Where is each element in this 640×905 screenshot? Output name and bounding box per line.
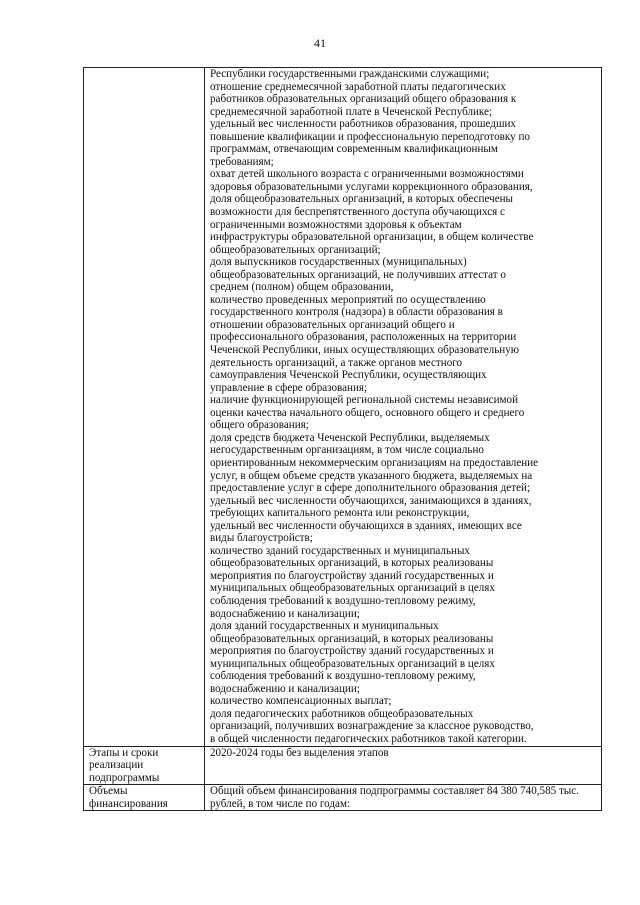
indicator-line: требованиям; bbox=[210, 155, 274, 168]
indicator-line: Чеченской Республики, иных осуществляющих образовательную bbox=[210, 344, 520, 357]
indicator-line: повышение квалификации и профессиональную переподготовку по bbox=[210, 130, 530, 143]
indicator-line: организаций, получивших вознаграждение за классное руководство, bbox=[210, 720, 534, 733]
indicator-line: муниципальных общеобразовательных организаций в целях bbox=[210, 657, 495, 670]
indicator-line: профессионального образования, расположенных на территории bbox=[210, 331, 517, 344]
indicator-line: государственного контроля (надзора) в области образования в bbox=[210, 306, 503, 319]
indicator-line: услуг, в общем объеме средств указанного бюджета, выделяемых на bbox=[210, 469, 533, 482]
indicator-line: отношении образовательных организаций общего и bbox=[210, 318, 455, 331]
indicator-line: среднем (полном) общем образовании, bbox=[210, 281, 394, 294]
indicator-line: соблюдения требований к воздушно-тепловому режиму, bbox=[210, 594, 476, 607]
indicator-line: среднемесячной заработной плате в Чеченской Республике; bbox=[210, 105, 493, 118]
indicator-line: доля педагогических работников общеобразовательных bbox=[210, 707, 474, 720]
indicator-line: водоснабжению и канализации; bbox=[210, 607, 360, 620]
funding-row bbox=[84, 785, 602, 811]
indicator-line: программам, отвечающим современным квалификационным bbox=[210, 143, 498, 156]
indicator-line: мероприятия по благоустройству зданий государственных и bbox=[210, 569, 494, 582]
indicator-line: в общей численности педагогических работников такой категории. bbox=[210, 732, 527, 745]
indicator-line: мероприятия по благоустройству зданий государственных и bbox=[210, 645, 494, 658]
indicator-line: отношение среднемесячной заработной платы педагогических bbox=[210, 80, 506, 93]
indicator-line: наличие функционирующей региональной системы независимой bbox=[210, 394, 519, 407]
indicator-line: Республики государственными гражданскими служащими; bbox=[210, 68, 490, 80]
funding-label: Объемы финансирования bbox=[84, 785, 205, 811]
indicator-line: количество зданий государственных и муниципальных bbox=[210, 544, 470, 557]
indicator-line: доля общеобразовательных организаций, в которых обеспечены bbox=[210, 193, 514, 206]
stages-row bbox=[84, 746, 602, 785]
indicator-line: удельный вес численности работников образования, прошедших bbox=[210, 118, 516, 131]
indicator-line: негосударственным организациям, в том числе социально bbox=[210, 444, 484, 457]
indicator-line: охват детей школьного возраста с ограниченными возможностями bbox=[210, 168, 524, 181]
indicator-line: общеобразовательных организаций, в которых реализованы bbox=[210, 632, 494, 645]
indicator-line: доля зданий государственных и муниципальных bbox=[210, 620, 439, 633]
indicators-label-cell bbox=[84, 68, 205, 747]
indicator-line: виды благоустройств; bbox=[210, 532, 313, 545]
indicator-line: общего образования; bbox=[210, 419, 309, 432]
indicator-line: требующих капитального ремонта или реконструкции, bbox=[210, 507, 470, 520]
indicator-line: общеобразовательных организаций; bbox=[210, 243, 381, 256]
indicators-cell bbox=[205, 68, 602, 747]
indicator-line: ограниченными возможностями здоровья к объектам bbox=[210, 218, 462, 231]
indicator-line: водоснабжению и канализации; bbox=[210, 682, 360, 695]
indicator-line: предоставление услуг в сфере дополнительного образования детей; bbox=[210, 482, 531, 495]
indicator-line: оценки качества начального общего, основного общего и среднего bbox=[210, 406, 525, 419]
indicator-line: самоуправления Чеченской Республики, осуществляющих bbox=[210, 369, 487, 382]
indicator-line: количество проведенных мероприятий по осуществлению bbox=[210, 293, 486, 306]
page-number: 41 bbox=[314, 36, 326, 50]
indicator-line: соблюдения требований к воздушно-тепловому режиму, bbox=[210, 670, 476, 683]
indicator-line: муниципальных общеобразовательных организаций в целях bbox=[210, 582, 495, 595]
indicator-line: удельный вес численности обучающихся в зданиях, имеющих все bbox=[210, 519, 522, 532]
indicator-line: деятельность организаций, а также органов местного bbox=[210, 356, 463, 369]
indicator-line: количество компенсационных выплат; bbox=[210, 695, 392, 708]
indicator-line: управление в сфере образования; bbox=[210, 381, 368, 394]
indicator-line: ориентированным некоммерческим организациям на предоставление bbox=[210, 456, 539, 469]
indicator-line: удельный вес численности обучающихся, занимающихся в зданиях, bbox=[210, 494, 532, 507]
indicator-line: доля выпускников государственных (муниципальных) bbox=[210, 256, 467, 269]
stages-value: 2020-2024 годы без выделения этапов bbox=[205, 746, 602, 785]
indicator-line: инфраструктуры образовательной организации, в общем количестве bbox=[210, 231, 534, 244]
indicator-line: здоровья образовательными услугами коррекционного образования, bbox=[210, 180, 533, 193]
indicators-row bbox=[84, 68, 602, 747]
passport-table bbox=[83, 67, 602, 811]
indicator-line: общеобразовательных организаций, в которых реализованы bbox=[210, 557, 494, 570]
funding-value: Общий объем финансирования подпрограммы составляет 84 380 740,585 тыс. рублей, в том числе по годам: bbox=[205, 785, 602, 811]
indicator-line: общеобразовательных организаций, не получивших аттестат о bbox=[210, 268, 506, 281]
stages-label: Этапы и сроки реализации подпрограммы bbox=[84, 746, 205, 785]
indicator-line: возможности для беспрепятственного доступа обучающихся с bbox=[210, 206, 505, 219]
indicator-line: доля средств бюджета Чеченской Республики, выделяемых bbox=[210, 431, 490, 444]
indicator-line: работников образовательных организаций общего образования к bbox=[210, 93, 517, 106]
